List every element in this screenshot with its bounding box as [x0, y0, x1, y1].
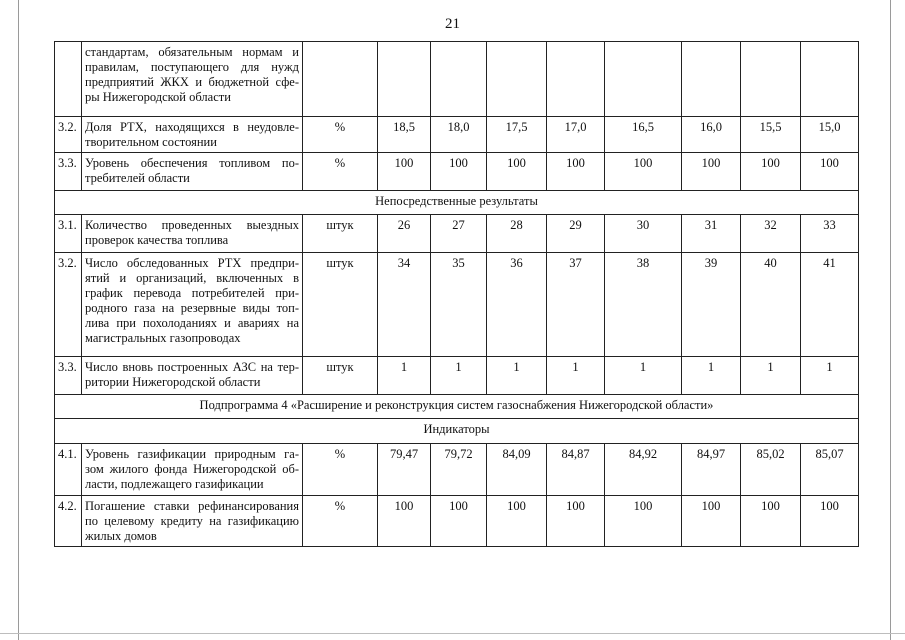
value-cell: 17,5: [487, 117, 547, 153]
indicator-name-line: ритории Нижегородской области: [85, 375, 261, 389]
indicator-name-line: Доля РТХ, находящихся в неудовле-: [85, 120, 299, 134]
indicator-name-line: по целевому кредиту на газификацию: [85, 514, 299, 528]
value-cell: 1: [801, 357, 859, 395]
indicator-name-line: ры Нижегородской области: [85, 90, 231, 104]
unit-cell: %: [303, 496, 378, 547]
value-cell: 85,02: [741, 444, 801, 496]
value-cell: 84,09: [487, 444, 547, 496]
indicator-name-line: магистральных газопроводах: [85, 331, 241, 345]
value-cell: 100: [682, 153, 741, 191]
value-cell: 100: [547, 153, 605, 191]
section-row: [55, 191, 859, 215]
value-cell: 100: [378, 153, 431, 191]
value-cell: 35: [431, 253, 487, 357]
value-cell: 40: [741, 253, 801, 357]
value-cell: 100: [431, 153, 487, 191]
indicator-name-line: ятий и организаций, включенных в: [85, 271, 299, 285]
value-cell: 39: [682, 253, 741, 357]
value-cell: 100: [741, 496, 801, 547]
indicator-name: [82, 444, 303, 496]
indicator-name: [82, 253, 303, 357]
indicator-name-line: стандартам, обязательным нормам и: [85, 45, 299, 59]
scan-edge-line-left: [18, 0, 19, 640]
section-row: [55, 419, 859, 444]
value-cell: 85,07: [801, 444, 859, 496]
indicator-name-line: творительном состоянии: [85, 135, 217, 149]
value-cell: 32: [741, 215, 801, 253]
value-cell: [487, 42, 547, 117]
value-cell: 26: [378, 215, 431, 253]
indicator-name: [82, 215, 303, 253]
unit-cell: %: [303, 444, 378, 496]
value-cell: 28: [487, 215, 547, 253]
unit-cell: штук: [303, 253, 378, 357]
indicator-name-line: Количество проведенных выездных: [85, 218, 299, 232]
value-cell: 37: [547, 253, 605, 357]
table-row: [55, 444, 859, 496]
table-row: [55, 253, 859, 357]
row-number: 3.3.: [55, 357, 82, 395]
value-cell: 84,97: [682, 444, 741, 496]
value-cell: 27: [431, 215, 487, 253]
row-number: 3.2.: [55, 253, 82, 357]
value-cell: 1: [605, 357, 682, 395]
value-cell: 100: [487, 153, 547, 191]
indicator-name: [82, 117, 303, 153]
value-cell: 100: [801, 496, 859, 547]
indicator-name-line: Погашение ставки рефинансирования: [85, 499, 299, 513]
value-cell: 30: [605, 215, 682, 253]
value-cell: [741, 42, 801, 117]
value-cell: 1: [741, 357, 801, 395]
indicator-name: [82, 496, 303, 547]
value-cell: 100: [801, 153, 859, 191]
section-title: Индикаторы: [55, 419, 859, 444]
indicators-table: [54, 41, 859, 547]
value-cell: 33: [801, 215, 859, 253]
scan-edge-line-bottom: [0, 633, 905, 634]
value-cell: 79,47: [378, 444, 431, 496]
indicator-name-line: ласти, подлежащего газификации: [85, 477, 264, 491]
row-number: 3.3.: [55, 153, 82, 191]
value-cell: 84,92: [605, 444, 682, 496]
value-cell: 84,87: [547, 444, 605, 496]
value-cell: 100: [547, 496, 605, 547]
indicator-name-line: предприятий ЖКХ и бюджетной сфе-: [85, 75, 299, 89]
table-row: [55, 117, 859, 153]
row-number: [55, 42, 82, 117]
unit-cell: [303, 42, 378, 117]
value-cell: 18,0: [431, 117, 487, 153]
unit-cell: %: [303, 117, 378, 153]
value-cell: 1: [431, 357, 487, 395]
value-cell: 16,0: [682, 117, 741, 153]
row-number: 3.2.: [55, 117, 82, 153]
value-cell: 15,5: [741, 117, 801, 153]
indicator-name-line: требителей области: [85, 171, 190, 185]
value-cell: 100: [378, 496, 431, 547]
value-cell: 100: [682, 496, 741, 547]
value-cell: 1: [547, 357, 605, 395]
value-cell: [378, 42, 431, 117]
indicator-name-line: зом жилого фонда Нижегородской об-: [85, 462, 299, 476]
value-cell: 1: [487, 357, 547, 395]
indicator-name-line: жилых домов: [85, 529, 157, 543]
row-number: 3.1.: [55, 215, 82, 253]
value-cell: 41: [801, 253, 859, 357]
value-cell: 100: [605, 496, 682, 547]
indicator-name-line: Число вновь построенных АЗС на тер-: [85, 360, 299, 374]
table-row: [55, 357, 859, 395]
unit-cell: %: [303, 153, 378, 191]
indicator-name-line: проверок качества топлива: [85, 233, 229, 247]
value-cell: 36: [487, 253, 547, 357]
value-cell: 29: [547, 215, 605, 253]
value-cell: 79,72: [431, 444, 487, 496]
table-row: [55, 42, 859, 117]
indicator-name: [82, 153, 303, 191]
page-number: 21: [445, 16, 460, 32]
value-cell: [605, 42, 682, 117]
indicator-name-line: график перевода потребителей при-: [85, 286, 299, 300]
value-cell: 100: [741, 153, 801, 191]
value-cell: 100: [431, 496, 487, 547]
indicator-name: [82, 42, 303, 117]
indicator-name-line: Число обследованных РТХ предпри-: [85, 256, 299, 270]
indicator-name-line: родного газа на резервные виды топ-: [85, 301, 299, 315]
section-title: Подпрограмма 4 «Расширение и реконструкция систем газоснабжения Нижегородской области»: [55, 395, 859, 419]
value-cell: [431, 42, 487, 117]
section-title: Непосредственные результаты: [55, 191, 859, 215]
indicator-name-line: Уровень газификации природным га-: [85, 447, 299, 461]
table-row: [55, 496, 859, 547]
value-cell: 18,5: [378, 117, 431, 153]
value-cell: 1: [378, 357, 431, 395]
value-cell: 34: [378, 253, 431, 357]
value-cell: 15,0: [801, 117, 859, 153]
indicator-name-line: лива при похолоданиях и авариях на: [85, 316, 299, 330]
unit-cell: штук: [303, 215, 378, 253]
value-cell: 1: [682, 357, 741, 395]
indicator-name-line: правилам, поступающего для нужд: [85, 60, 299, 74]
value-cell: 16,5: [605, 117, 682, 153]
value-cell: 100: [487, 496, 547, 547]
unit-cell: штук: [303, 357, 378, 395]
value-cell: 31: [682, 215, 741, 253]
indicator-name-line: Уровень обеспечения топливом по-: [85, 156, 299, 170]
section-row: [55, 395, 859, 419]
value-cell: 17,0: [547, 117, 605, 153]
value-cell: [547, 42, 605, 117]
scan-edge-line-right: [890, 0, 891, 640]
table-row: [55, 215, 859, 253]
indicator-name: [82, 357, 303, 395]
value-cell: 38: [605, 253, 682, 357]
row-number: 4.1.: [55, 444, 82, 496]
value-cell: [682, 42, 741, 117]
value-cell: 100: [605, 153, 682, 191]
row-number: 4.2.: [55, 496, 82, 547]
table-row: [55, 153, 859, 191]
value-cell: [801, 42, 859, 117]
